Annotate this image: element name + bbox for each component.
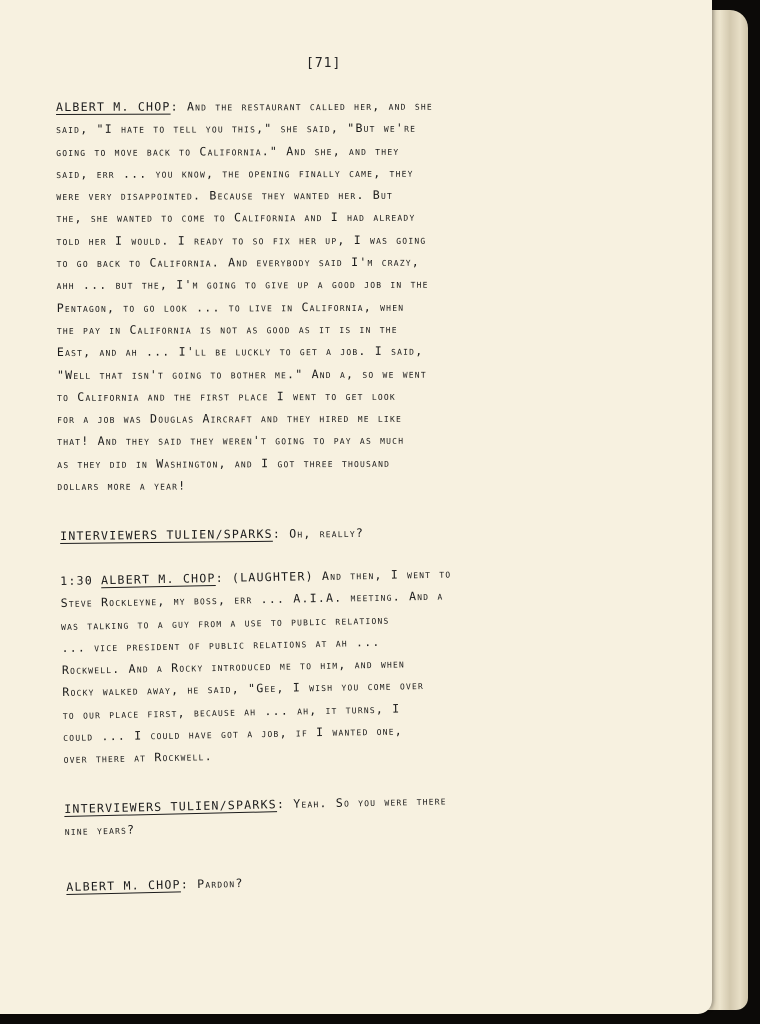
text-line <box>60 519 590 547</box>
text-line <box>56 94 586 118</box>
text-line <box>57 339 587 363</box>
line-text: that! And they said they weren't going to pay as much <box>57 433 405 449</box>
line-text: the pay in California is not as good as it is in the <box>56 321 398 337</box>
text-line <box>57 384 587 408</box>
text-line <box>56 183 586 207</box>
speaker-name: ALBERT M. CHOP <box>100 571 216 588</box>
line-text: could ... I could have got a job, if I wanted one, <box>63 723 404 745</box>
line-text: was talking to a guy from a use to public relations <box>60 612 390 633</box>
line-text: for a job was Douglas Aircraft and they hired me like <box>57 410 402 427</box>
line-text: Steve Rockleyne, my boss, err ... A.I.A. meeting. And a <box>60 588 444 611</box>
line-text: told her I would. I ready to so fix her up, I was going <box>56 232 427 248</box>
text-line <box>56 116 586 140</box>
line-text: going to move back to California." And she, and they <box>56 143 400 159</box>
line-text: were very disappointed. Because they wanted her. But <box>56 188 394 204</box>
text-line <box>57 406 587 430</box>
line-text: over there at Rockwell. <box>63 749 213 767</box>
line-text: said, "I hate to tell you this," she said, "But we're <box>56 121 417 137</box>
text-line <box>56 228 586 252</box>
paragraph-5 <box>66 864 596 898</box>
line-text: : Pardon? <box>180 875 244 892</box>
speaker-name: INTERVIEWERS TULIEN/SPARKS <box>60 526 273 543</box>
text-line <box>56 206 586 230</box>
line-text: : Yeah. So you were there <box>276 793 447 812</box>
text-line <box>66 864 596 898</box>
paragraph-2 <box>60 519 590 547</box>
text-line <box>57 451 587 475</box>
line-text: Pentagon, to go look ... to live in California, when <box>56 299 405 315</box>
speaker-name: INTERVIEWERS TULIEN/SPARKS <box>64 797 278 816</box>
line-text: ahh ... but the, I'm going to give up a good job in the <box>56 277 429 293</box>
speaker-name: ALBERT M. CHOP <box>66 877 181 894</box>
line-text: : (LAUGHTER) And then, I went to <box>215 566 452 586</box>
line-text: Rockwell. And a Rocky introduced me to him, and when <box>61 656 406 678</box>
paragraph-1 <box>56 94 587 497</box>
line-text: as they did in Washington, and I got three thousand <box>57 455 391 471</box>
page-number: [71] <box>306 56 342 71</box>
text-line <box>57 250 587 274</box>
line-text: said, err ... you know, the opening finally came, they <box>56 165 414 181</box>
text-line <box>57 295 587 319</box>
line-text: to California and the first place I went to get look <box>57 388 396 404</box>
text-line <box>56 161 586 185</box>
text-line <box>57 362 587 386</box>
line-text: : And the restaurant called her, and she <box>170 98 433 114</box>
timestamp: 1:30 <box>60 573 102 588</box>
text-line <box>57 429 587 453</box>
line-text: Rocky walked away, he said, "Gee, I wish you come over <box>62 678 425 700</box>
text-line <box>57 317 587 341</box>
paragraph-3 <box>60 560 594 771</box>
text-line <box>57 273 587 297</box>
line-text: : Oh, really? <box>272 525 365 541</box>
line-text: East, and ah ... I'll be luckly to get a job. I said, <box>56 343 424 360</box>
line-text: the, she wanted to come to California and I had already <box>56 210 416 226</box>
paragraph-4 <box>64 786 595 843</box>
line-text: to our place first, because ah ... ah, it turns, I <box>62 701 401 722</box>
line-text: dollars more a year! <box>57 478 187 494</box>
speaker-name: ALBERT M. CHOP <box>56 99 171 114</box>
text-line <box>57 473 587 497</box>
line-text: nine years? <box>64 822 136 839</box>
line-text: "Well that isn't going to bother me." And a, so we went <box>56 366 427 382</box>
text-line <box>56 139 586 163</box>
line-text: to go back to California. And everybody said I'm crazy, <box>56 254 420 271</box>
line-text: ... vice president of public relations at ah ... <box>61 634 381 655</box>
